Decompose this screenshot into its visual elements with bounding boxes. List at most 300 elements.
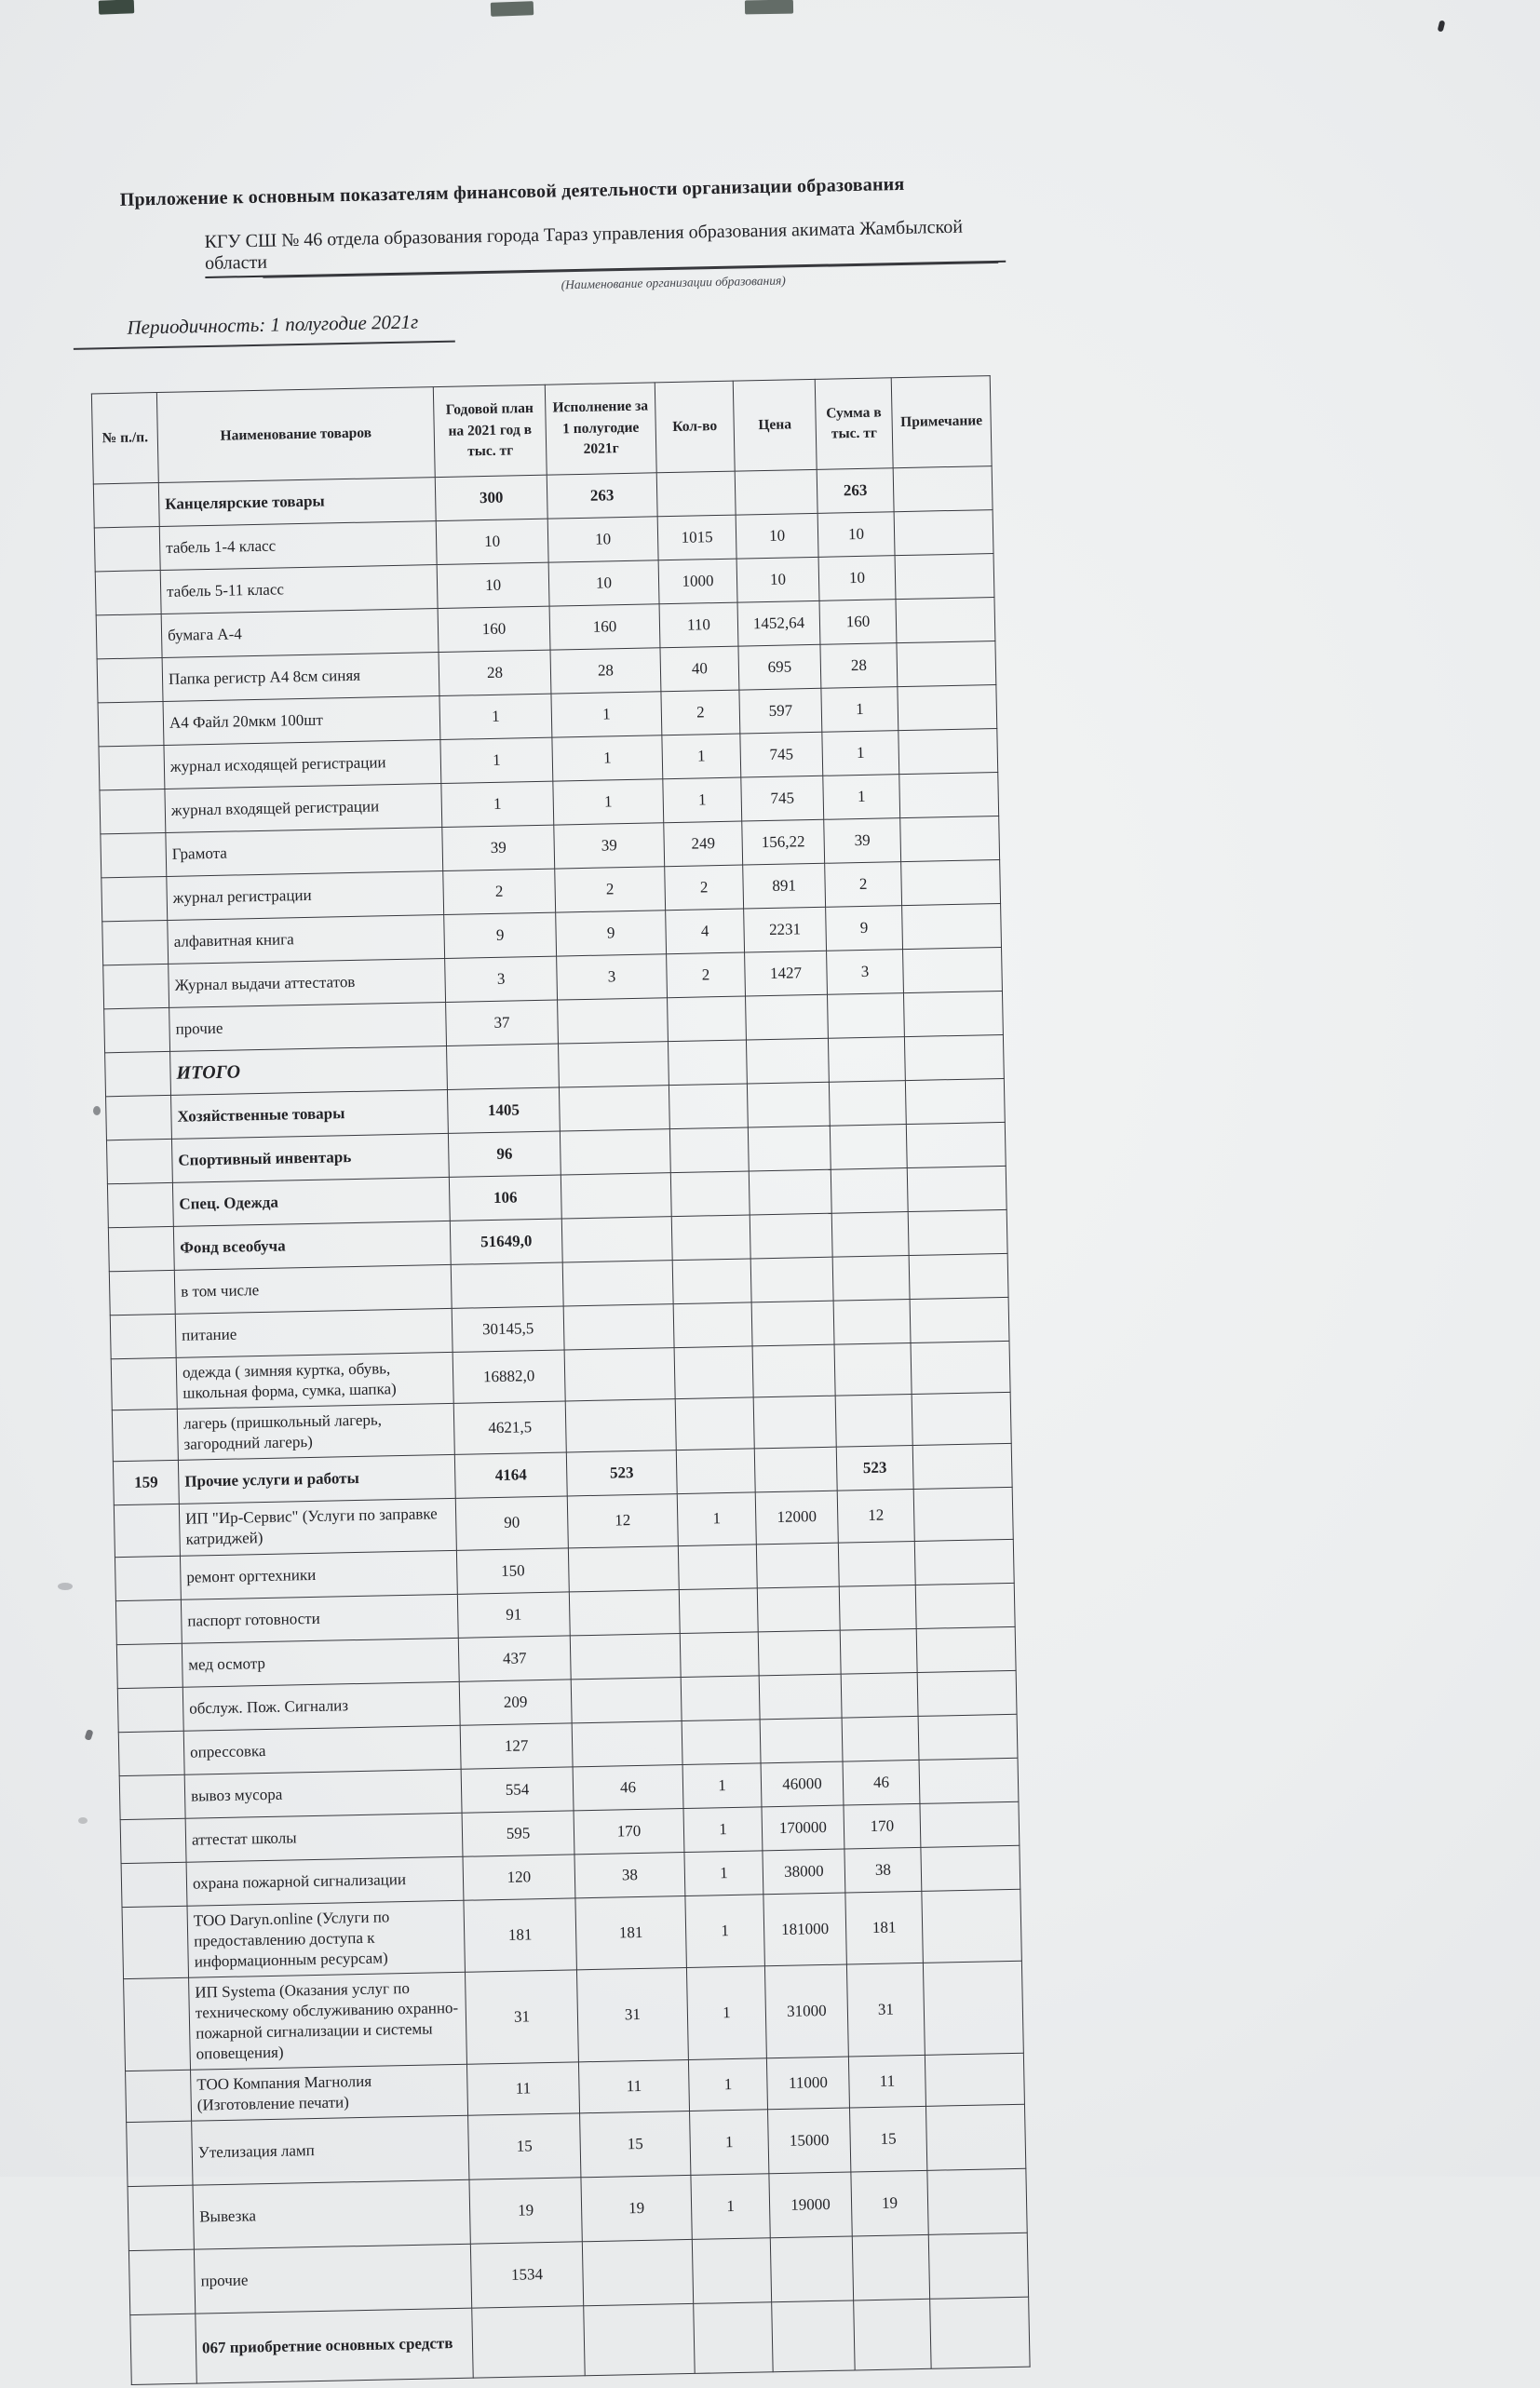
- cell-note: [904, 1034, 1004, 1080]
- cell-name: Спец. Одежда: [172, 1177, 450, 1226]
- cell-plan: 209: [459, 1679, 572, 1724]
- cell-sum: [827, 993, 904, 1039]
- cell-price: 1427: [745, 951, 828, 996]
- cell-num: [112, 1410, 178, 1463]
- cell-plan: 437: [458, 1635, 571, 1680]
- cell-exec: 19: [581, 2176, 692, 2242]
- cell-exec: 523: [566, 1450, 677, 1496]
- cell-plan: 91: [457, 1592, 570, 1638]
- cell-plan: 31: [465, 1970, 578, 2065]
- cell-num: [130, 2314, 196, 2385]
- cell-note: [925, 2105, 1025, 2171]
- cell-price: [758, 1630, 841, 1676]
- cell-note: [912, 1393, 1011, 1446]
- cell-qty: [682, 1719, 761, 1764]
- cell-note: [920, 1801, 1020, 1847]
- cell-exec: 12: [567, 1494, 678, 1548]
- cell-note: [907, 1166, 1006, 1211]
- cell-num: [104, 1007, 170, 1052]
- cell-exec: 263: [547, 473, 657, 519]
- cell-qty: [673, 1302, 752, 1348]
- cell-price: 10: [736, 557, 819, 602]
- cell-price: 38000: [763, 1849, 845, 1895]
- cell-plan: 30145,5: [452, 1306, 564, 1352]
- cell-sum: 28: [820, 643, 898, 689]
- cell-exec: [558, 998, 669, 1044]
- cell-num: [118, 1731, 184, 1775]
- cell-exec: 38: [574, 1852, 685, 1897]
- cell-num: [97, 658, 163, 703]
- cell-qty: 1: [683, 1806, 763, 1852]
- cell-plan: [472, 2306, 585, 2378]
- cell-name: А4 Файл 20мкм 100шт: [163, 696, 440, 746]
- cell-qty: [678, 1544, 757, 1589]
- cell-plan: 1534: [470, 2242, 583, 2308]
- cell-plan: 51649,0: [450, 1219, 562, 1264]
- cell-note: [897, 641, 996, 687]
- cell-plan: 16882,0: [453, 1350, 565, 1404]
- cell-name: Канцелярские товары: [158, 478, 436, 527]
- cell-exec: 9: [556, 911, 667, 956]
- cell-note: [906, 1122, 1006, 1167]
- cell-name: в том числе: [174, 1264, 452, 1314]
- cell-sum: [833, 1300, 911, 1345]
- cell-num: [103, 964, 169, 1008]
- cell-num: 159: [113, 1461, 179, 1505]
- cell-name: ТОО Компания Магнолия (Изготовление печати): [191, 2064, 468, 2121]
- cell-sum: 38: [844, 1847, 922, 1893]
- column-header: Кол-во: [655, 381, 735, 473]
- cell-price: 11000: [766, 2057, 849, 2110]
- cell-plan: 90: [455, 1496, 568, 1550]
- cell-plan: 19: [469, 2178, 582, 2244]
- organization-caption: (Наименование организации образования): [561, 273, 786, 292]
- cell-name: Фонд всеобуча: [173, 1221, 451, 1270]
- cell-num: [110, 1314, 176, 1358]
- cell-price: [749, 1169, 831, 1215]
- cell-exec: 160: [549, 604, 660, 650]
- cell-sum: [829, 1081, 906, 1127]
- cell-name: мед осмотр: [182, 1638, 459, 1687]
- cell-exec: [582, 2240, 693, 2306]
- cell-exec: [561, 1173, 671, 1219]
- cell-name: ИП Systema (Оказания услуг по техническому обслуживанию охранно-пожарной сигнализации и системы оповещения): [189, 1972, 467, 2070]
- cell-exec: 2: [555, 867, 666, 912]
- cell-sum: 46: [843, 1760, 920, 1805]
- cell-num: [128, 2186, 194, 2251]
- cell-sum: [852, 2235, 929, 2301]
- cell-num: [127, 2122, 193, 2187]
- cell-exec: [571, 1677, 682, 1722]
- cell-exec: [568, 1545, 679, 1591]
- cell-qty: [676, 1449, 755, 1494]
- cell-num: [101, 876, 168, 921]
- cell-note: [918, 1714, 1018, 1760]
- cell-note: [905, 1078, 1005, 1124]
- cell-num: [111, 1357, 177, 1410]
- cell-qty: 1: [688, 2058, 767, 2111]
- cell-name: питание: [175, 1308, 453, 1357]
- cell-num: [128, 2250, 195, 2315]
- cell-plan: 595: [462, 1810, 574, 1855]
- cell-num: [107, 1182, 173, 1227]
- cell-exec: 181: [575, 1896, 687, 1970]
- cell-price: [750, 1257, 833, 1302]
- cell-sum: [832, 1256, 910, 1302]
- column-header: Сумма в тыс. тг: [815, 378, 893, 470]
- cell-sum: [841, 1672, 918, 1718]
- cell-price: 170000: [762, 1805, 844, 1851]
- cell-sum: [854, 2300, 931, 2371]
- cell-qty: 2: [665, 865, 744, 911]
- cell-name: обслуж. Пож. Сигнализ: [182, 1681, 460, 1731]
- cell-note: [927, 2169, 1027, 2235]
- cell-note: [908, 1209, 1007, 1255]
- cell-note: [917, 1670, 1017, 1716]
- cell-name: журнал входящей регистрации: [165, 784, 442, 833]
- cell-exec: [560, 1129, 670, 1175]
- cell-note: [922, 1889, 1022, 1963]
- cell-sum: [831, 1212, 909, 1258]
- cell-exec: [563, 1304, 674, 1350]
- cell-name: паспорт готовности: [181, 1594, 458, 1643]
- cell-sum: 160: [819, 600, 897, 645]
- cell-note: [893, 466, 993, 512]
- cell-qty: 1: [684, 1850, 763, 1896]
- cell-price: [757, 1586, 840, 1632]
- cell-name: табель 5-11 класс: [160, 565, 438, 614]
- cell-name: вывоз мусора: [184, 1769, 462, 1818]
- cell-qty: 1: [663, 777, 742, 823]
- cell-exec: 10: [547, 517, 658, 562]
- cell-price: 12000: [755, 1491, 838, 1545]
- column-header: Годовой план на 2021 год в тыс. тг: [433, 385, 547, 477]
- cell-qty: [671, 1215, 750, 1261]
- cell-qty: 1: [690, 2110, 769, 2176]
- cell-sum: 3: [827, 950, 904, 995]
- cell-name: охрана пожарной сигнализации: [186, 1856, 464, 1906]
- cell-qty: [669, 1127, 749, 1173]
- cell-plan: 10: [436, 519, 548, 564]
- cell-plan: 4621,5: [453, 1401, 566, 1455]
- cell-name: Журнал выдачи аттестатов: [169, 958, 446, 1007]
- cell-price: 46000: [761, 1761, 844, 1807]
- cell-note: [909, 1253, 1008, 1299]
- cell-exec: 1: [551, 692, 662, 737]
- cell-num: [96, 614, 162, 659]
- organization-name: КГУ СШ № 46 отдела образования города Тараз управления образования акимата Жамбылской области: [204, 216, 1006, 278]
- cell-note: [898, 685, 997, 731]
- cell-qty: [694, 2302, 773, 2374]
- cell-plan: 127: [460, 1722, 573, 1768]
- cell-note: [899, 773, 999, 818]
- cell-qty: 1: [662, 734, 741, 779]
- cell-price: 10: [736, 513, 818, 559]
- cell-price: 891: [743, 863, 826, 909]
- cell-qty: [668, 996, 747, 1042]
- cell-name: ТОО Daryn.online (Услуги по предоставлению доступа к информационным ресурсам): [187, 1900, 465, 1977]
- cell-note: [902, 903, 1002, 949]
- cell-name: алфавитная книга: [168, 914, 445, 964]
- cell-qty: [668, 1040, 747, 1086]
- cell-num: [106, 1095, 172, 1140]
- cell-plan: 1: [439, 694, 552, 739]
- cell-name: аттестат школы: [185, 1813, 463, 1862]
- cell-plan: 1: [441, 781, 554, 827]
- cell-price: [747, 1082, 830, 1127]
- cell-num: [94, 527, 160, 572]
- cell-price: 15000: [768, 2108, 851, 2174]
- cell-note: [919, 1758, 1019, 1803]
- cell-sum: 523: [836, 1446, 913, 1491]
- cell-num: [95, 571, 161, 615]
- cell-num: [109, 1270, 175, 1315]
- cell-sum: 2: [825, 862, 902, 908]
- cell-num: [99, 745, 165, 789]
- cell-sum: [840, 1628, 917, 1674]
- cell-price: [746, 994, 829, 1040]
- cell-num: [101, 832, 167, 877]
- cell-sum: [830, 1125, 907, 1170]
- cell-plan: 96: [448, 1131, 561, 1177]
- cell-plan: 10: [437, 562, 549, 608]
- cell-name: ремонт оргтехники: [180, 1550, 457, 1599]
- cell-exec: 28: [550, 648, 661, 694]
- cell-price: 695: [738, 644, 821, 690]
- cell-qty: [674, 1346, 753, 1399]
- cell-plan: 150: [456, 1548, 569, 1594]
- cell-price: 745: [741, 776, 824, 821]
- cell-sum: 1: [822, 731, 899, 776]
- cell-qty: 4: [666, 909, 745, 954]
- cell-plan: 4164: [454, 1452, 567, 1498]
- cell-qty: [669, 1084, 748, 1129]
- cell-qty: 1: [691, 2174, 770, 2240]
- cell-price: [770, 2236, 853, 2302]
- cell-plan: 181: [464, 1897, 577, 1972]
- cell-qty: [681, 1675, 760, 1720]
- cell-sum: [828, 1037, 905, 1083]
- cell-sum: [831, 1168, 908, 1214]
- cell-exec: [561, 1217, 672, 1262]
- cell-num: [106, 1139, 172, 1183]
- cell-name: Хозяйственные товары: [171, 1089, 449, 1139]
- cell-num: [108, 1226, 174, 1271]
- cell-name: опрессовка: [183, 1725, 461, 1774]
- cell-name: журнал регистрации: [167, 871, 444, 921]
- cell-note: [911, 1341, 1010, 1394]
- cell-exec: [570, 1633, 681, 1679]
- cell-price: 181000: [763, 1893, 847, 1966]
- cell-exec: [564, 1348, 675, 1402]
- cell-note: [901, 860, 1001, 906]
- cell-sum: 39: [824, 818, 901, 864]
- cell-qty: 110: [659, 602, 738, 648]
- cell-plan: 554: [461, 1766, 574, 1812]
- cell-exec: 11: [578, 2060, 689, 2114]
- cell-note: [930, 2298, 1030, 2369]
- cell-exec: 31: [576, 1967, 688, 2062]
- cell-sum: 181: [845, 1891, 924, 1964]
- cell-plan: 3: [445, 956, 558, 1002]
- cell-num: [126, 2070, 192, 2123]
- cell-name: Папка регистр А4 8см синяя: [162, 653, 439, 702]
- cell-note: [910, 1297, 1009, 1342]
- cell-qty: [670, 1171, 750, 1217]
- cell-sum: 31: [846, 1963, 925, 2057]
- cell-price: 19000: [769, 2172, 852, 2238]
- column-header: № п./п.: [91, 393, 158, 484]
- cell-num: [98, 702, 164, 747]
- cell-plan: 1: [440, 737, 553, 783]
- cell-name: одежда ( зимняя куртка, обувь, школьная форма, сумка, шапка): [176, 1352, 453, 1409]
- column-header: Примечание: [891, 376, 992, 468]
- cell-name: 067 приобретние основных средств: [196, 2309, 473, 2384]
- finance-table: [91, 375, 1031, 2385]
- table-row: [124, 1961, 1024, 2071]
- cell-exec: 1: [552, 735, 663, 781]
- column-header: Исполнение за 1 полугодие 2021г: [545, 383, 656, 475]
- cell-qty: 2: [661, 690, 740, 735]
- cell-exec: [572, 1720, 682, 1766]
- cell-sum: [842, 1716, 919, 1761]
- cell-qty: 1000: [658, 559, 737, 604]
- cell-note: [894, 510, 993, 556]
- cell-plan: 106: [449, 1175, 561, 1221]
- cell-name: бумага А-4: [161, 609, 439, 658]
- cell-sum: [834, 1343, 912, 1396]
- cell-plan: 15: [468, 2113, 581, 2179]
- cell-note: [921, 1845, 1020, 1891]
- cell-qty: [656, 471, 736, 517]
- cell-price: [772, 2300, 855, 2372]
- cell-num: [122, 1906, 189, 1979]
- cell-note: [914, 1539, 1014, 1585]
- cell-exec: 15: [580, 2111, 691, 2178]
- cell-exec: 46: [573, 1764, 683, 1810]
- cell-plan: 28: [439, 650, 551, 695]
- cell-name: лагерь (пришкольный лагерь, загородний лагерь): [177, 1404, 454, 1461]
- cell-note: [923, 1961, 1023, 2055]
- cell-name: ИТОГО: [170, 1046, 448, 1095]
- cell-qty: 2: [667, 952, 746, 998]
- cell-plan: 160: [438, 606, 550, 652]
- cell-exec: 39: [554, 823, 665, 869]
- cell-note: [928, 2233, 1028, 2300]
- cell-sum: 12: [837, 1490, 914, 1543]
- cell-note: [915, 1583, 1015, 1628]
- cell-sum: 10: [817, 512, 895, 558]
- cell-note: [895, 554, 994, 600]
- cell-note: [896, 598, 995, 643]
- cell-num: [119, 1774, 185, 1819]
- cell-price: [760, 1718, 843, 1763]
- cell-qty: 1015: [657, 515, 736, 560]
- cell-sum: 170: [844, 1803, 921, 1849]
- cell-plan: 2: [443, 869, 556, 914]
- cell-price: [751, 1301, 834, 1346]
- cell-price: [752, 1344, 835, 1397]
- cell-price: [750, 1213, 832, 1259]
- cell-plan: 120: [463, 1854, 575, 1899]
- cell-sum: 15: [850, 2107, 927, 2173]
- cell-sum: 11: [848, 2056, 925, 2109]
- cell-num: [114, 1504, 180, 1558]
- cell-qty: 1: [677, 1492, 756, 1545]
- cell-price: [753, 1396, 836, 1449]
- cell-plan: 9: [444, 912, 557, 958]
- cell-note: [925, 2053, 1024, 2106]
- cell-num: [121, 1862, 187, 1907]
- cell-qty: [675, 1397, 754, 1450]
- cell-exec: [559, 1086, 669, 1131]
- cell-note: [912, 1444, 1012, 1490]
- table-body: [93, 466, 1030, 2385]
- cell-qty: [680, 1631, 759, 1677]
- cell-num: [116, 1643, 182, 1688]
- cell-qty: 1: [686, 1966, 766, 2060]
- cell-note: [913, 1488, 1013, 1541]
- cell-name: Прочие услуги и работы: [178, 1455, 455, 1504]
- cell-exec: [558, 1042, 669, 1087]
- cell-qty: 1: [682, 1762, 762, 1808]
- cell-plan: 11: [466, 2062, 579, 2116]
- cell-sum: [838, 1541, 915, 1586]
- cell-num: [115, 1599, 182, 1644]
- cell-exec: 170: [574, 1808, 684, 1854]
- cell-qty: 1: [685, 1894, 765, 1967]
- cell-name: прочие: [194, 2245, 471, 2314]
- cell-note: [903, 991, 1003, 1036]
- cell-num: [93, 483, 159, 528]
- cell-price: [754, 1448, 837, 1493]
- cell-sum: 1: [821, 687, 898, 733]
- cell-price: 745: [740, 732, 823, 777]
- cell-name: ИП "Ир-Сервис" (Услуги по заправке катриджей): [179, 1499, 456, 1556]
- column-header: Цена: [733, 379, 817, 471]
- cell-sum: 10: [818, 556, 896, 601]
- cell-qty: [692, 2238, 771, 2304]
- cell-num: [100, 789, 166, 833]
- cell-exec: [569, 1589, 680, 1635]
- cell-qty: [672, 1259, 751, 1304]
- cell-plan: [451, 1262, 563, 1308]
- cell-exec: 1: [553, 779, 664, 825]
- cell-price: [748, 1126, 831, 1171]
- cell-note: [900, 816, 1000, 862]
- cell-plan: [447, 1044, 560, 1089]
- cell-exec: [584, 2304, 695, 2376]
- cell-num: [105, 1051, 171, 1096]
- cell-sum: 19: [851, 2171, 928, 2237]
- cell-exec: [562, 1261, 673, 1306]
- cell-exec: 10: [548, 560, 659, 606]
- cell-price: 1452,64: [737, 600, 820, 646]
- column-header: Наименование товаров: [156, 387, 435, 483]
- cell-exec: [565, 1399, 676, 1453]
- cell-price: [756, 1543, 839, 1588]
- cell-price: 2231: [744, 907, 827, 952]
- cell-sum: 9: [826, 906, 903, 951]
- cell-num: [120, 1818, 186, 1863]
- cell-name: прочие: [169, 1002, 447, 1051]
- cell-plan: 300: [435, 475, 547, 520]
- cell-exec: 3: [557, 954, 668, 1000]
- cell-note: [916, 1626, 1016, 1672]
- cell-num: [102, 920, 169, 965]
- cell-plan: 1405: [447, 1087, 560, 1133]
- document-title: Приложение к основным показателям финансовой деятельности организации образования: [119, 173, 905, 210]
